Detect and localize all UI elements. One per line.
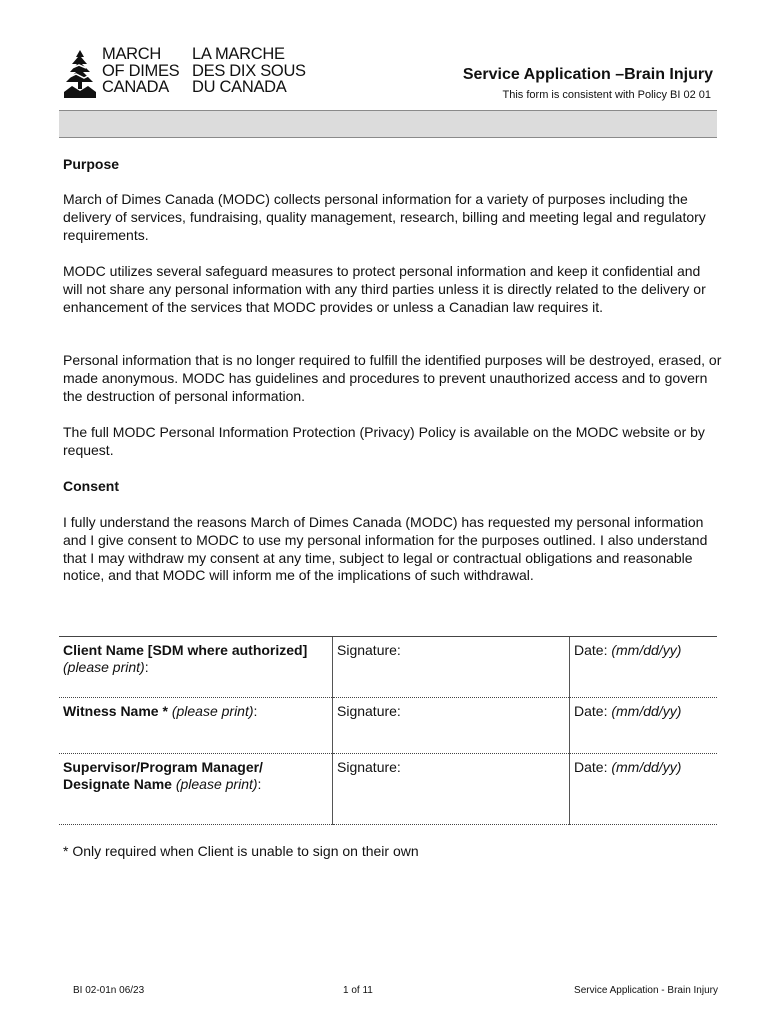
client-name-field[interactable] — [59, 637, 333, 698]
field-label: Witness Name * — [63, 703, 172, 719]
consent-heading: Consent — [63, 478, 119, 494]
date-label: Date: — [574, 642, 612, 658]
field-suffix: : — [144, 659, 149, 675]
date-format-hint: (mm/dd/yy) — [611, 759, 682, 775]
consent-paragraph: I fully understand the reasons March of Dimes Canada (MODC) has requested my personal information and I give consent to MODC to use my personal information for the purposes outlined. I also understand that I may withdraw my consent at any time, subject to legal or contractual obligations and reasonable notice, and that MODC will inform me of the implications of such withdrawal. — [63, 514, 708, 584]
witness-date-field[interactable] — [570, 698, 718, 754]
date-label: Date: — [574, 703, 612, 719]
field-label: Supervisor/Program Manager/ Designate Name — [63, 759, 263, 792]
purpose-paragraph: The full MODC Personal Information Protection (Privacy) Policy is available on the MODC website or by request. — [63, 424, 705, 458]
supervisor-signature-field[interactable] — [333, 754, 570, 825]
logo-line: MARCH — [102, 45, 161, 63]
signature-label: Signature: — [337, 642, 401, 658]
policy-note: This form is consistent with Policy BI 02 01 — [502, 89, 711, 101]
field-hint: (please print) — [63, 659, 145, 675]
field-hint: (please print) — [171, 703, 254, 719]
logo-line: LA MARCHE — [192, 45, 285, 63]
footer-doc-title: Service Application - Brain Injury — [574, 985, 718, 996]
field-label: Client Name [SDM where authorized] — [63, 642, 308, 658]
logo-line: DES DIX SOUS — [192, 61, 306, 80]
signature-label: Signature: — [337, 759, 401, 775]
field-hint: (please print) — [175, 776, 258, 792]
supervisor-date-field[interactable] — [570, 754, 718, 825]
logo-english-text — [102, 46, 179, 96]
signature-row-client — [59, 637, 717, 698]
field-suffix: : — [253, 703, 258, 719]
footer-page-number: 1 of 11 — [343, 985, 373, 996]
witness-name-field[interactable] — [59, 698, 333, 754]
purpose-paragraph: MODC utilizes several safeguard measures to protect personal information and keep it confidential and will not share any personal information with any third parties unless it is directly related to the delivery or enhancement of the services that MODC provides or unless a Canadian law requires it. — [63, 263, 706, 315]
supervisor-name-field[interactable] — [59, 754, 333, 825]
signature-row-witness — [59, 698, 717, 754]
logo-line: DU CANADA — [192, 78, 287, 96]
field-suffix: : — [257, 776, 262, 792]
footer-form-code: BI 02-01n 06/23 — [73, 985, 145, 996]
date-format-hint: (mm/dd/yy) — [611, 642, 682, 658]
witness-signature-field[interactable] — [333, 698, 570, 754]
document-title: Service Application –Brain Injury — [462, 66, 713, 83]
header-band — [59, 110, 717, 138]
date-format-hint: (mm/dd/yy) — [611, 703, 682, 719]
client-date-field[interactable] — [570, 637, 718, 698]
signature-table — [59, 636, 717, 825]
purpose-paragraph: March of Dimes Canada (MODC) collects personal information for a variety of purposes including the delivery of services, fundraising, quality management, research, billing and meeting legal and regulatory requirements. — [63, 191, 706, 243]
logo-french-text — [192, 46, 306, 96]
purpose-paragraph: Personal information that is no longer required to fulfill the identified purposes will be destroyed, erased, or made anonymous. MODC has guidelines and procedures to prevent unauthorized access and to govern the destruction of personal information. — [63, 352, 722, 404]
purpose-heading: Purpose — [63, 156, 120, 172]
client-signature-field[interactable] — [333, 637, 570, 698]
witness-footnote: * Only required when Client is unable to sign on their own — [63, 843, 419, 859]
date-label: Date: — [574, 759, 612, 775]
signature-row-supervisor — [59, 754, 717, 825]
logo-line: CANADA — [102, 78, 169, 96]
maple-tree-icon — [62, 48, 98, 100]
logo-line: OF DIMES — [102, 61, 180, 80]
march-of-dimes-logo — [62, 46, 312, 102]
signature-label: Signature: — [337, 703, 401, 719]
